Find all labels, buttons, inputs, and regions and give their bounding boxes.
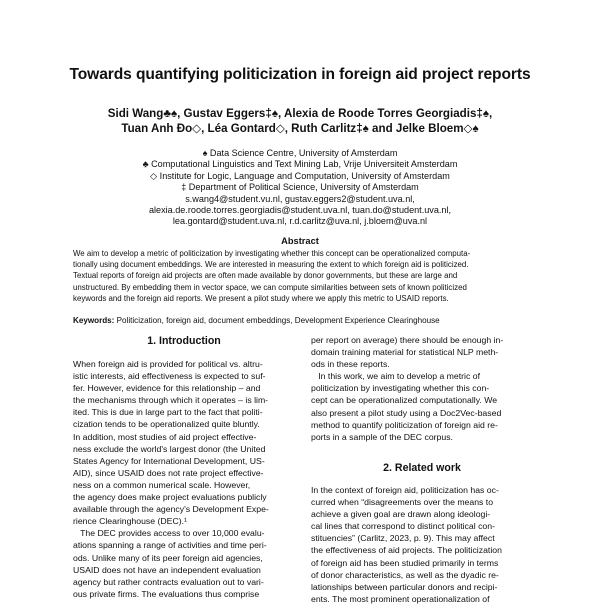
body-line: available through the agency's Development Expe- bbox=[73, 504, 269, 515]
abstract-heading: Abstract bbox=[281, 236, 319, 246]
keywords bbox=[73, 316, 533, 325]
body-line: the effectiveness of aid projects. The politicization bbox=[311, 545, 502, 556]
body-line: In this work, we aim to develop a metric of bbox=[311, 371, 480, 382]
body-line: USAID does not have an independent evaluation bbox=[73, 564, 261, 575]
body-line: cization tends to be operationalized quite bluntly. bbox=[73, 419, 260, 430]
body-line: AID), since USAID does not rate project effective- bbox=[73, 467, 264, 478]
email-line: alexia.de.roode.torres.georgiadis@student.uva.nl, tuan.do@student.uva.nl, bbox=[148, 205, 452, 216]
body-line: When foreign aid is provided for political vs. altru- bbox=[73, 359, 263, 369]
keywords-text: Politicization, foreign aid, document embeddings, Development Experience Clearinghouse bbox=[114, 316, 440, 325]
body-line: ods. Unlike many of its peer foreign aid agencies, bbox=[73, 552, 263, 563]
section-heading-introduction: 1. Introduction bbox=[147, 335, 221, 347]
right-column-bottom bbox=[311, 484, 533, 605]
body-line: ents. The most prominent operationalization of bbox=[311, 593, 490, 604]
abstract-line: Textual reports of foreign aid projects are often made available by donor governments, but these are large and bbox=[73, 271, 458, 281]
body-line: also present a pilot study using a Doc2Vec-based bbox=[311, 407, 502, 418]
affiliation-line: ‡ Department of Political Science, University of Amsterdam bbox=[181, 182, 419, 193]
body-line: ited. This is due in large part to the fact that politi- bbox=[73, 407, 263, 418]
body-line: cal lines that correspond to distinct political con- bbox=[311, 521, 495, 532]
keywords-label: Keywords: bbox=[73, 316, 115, 325]
right-column-top bbox=[311, 334, 533, 443]
body-line: ness on a common numerical scale. However, bbox=[73, 479, 251, 490]
affiliations bbox=[0, 148, 600, 228]
body-line: ations spanning a range of activities and time peri- bbox=[73, 540, 267, 551]
body-line: The DEC provides access to over 10,000 evalu- bbox=[73, 528, 265, 539]
email-line: lea.gontard@student.uva.nl, r.d.carlitz@uva.nl, j.bloem@uva.nl bbox=[172, 216, 428, 227]
abstract-line: unstructured. By embedding them in vector space, we can compute similarities between sets of known politicized bbox=[73, 282, 467, 292]
body-line: ods in these reports. bbox=[311, 359, 390, 370]
body-line: cept can be operationalized computationally. We bbox=[311, 395, 498, 406]
affiliation-line: ◇ Institute for Logic, Language and Computation, University of Amsterdam bbox=[150, 170, 450, 181]
body-line: ness exclude the world's largest donor (the United bbox=[73, 443, 266, 454]
body-line: of donor characteristics, as well as the dyadic re- bbox=[311, 569, 499, 580]
abstract-line: We aim to develop a metric of politicization by investigating whether this concept can be operationalized computa- bbox=[73, 249, 471, 258]
body-line: curred when “disagreements over the means to bbox=[311, 497, 494, 508]
abstract-line: tionally using document embeddings. We are interested in measuring the extent to which foreign aid is politicized. bbox=[73, 260, 469, 270]
body-line: domain training material for statistical NLP meth- bbox=[311, 347, 499, 358]
body-line: ports in a sample of the DEC corpus. bbox=[311, 431, 453, 442]
body-line: method to quantify politicization of foreign aid re- bbox=[311, 419, 498, 430]
body-line: agency but rather contracts evaluation out to vari- bbox=[73, 576, 264, 587]
body-line: politicization by investigating whether this con- bbox=[311, 383, 490, 394]
affiliation-line: ♣ Computational Linguistics and Text Mining Lab, Vrije Universiteit Amsterdam bbox=[142, 159, 458, 170]
body-line: In addition, most studies of aid project effective- bbox=[73, 431, 257, 442]
body-line: achieve a given goal are drawn along ideologi- bbox=[311, 509, 491, 520]
author-line: Tuan Anh Đo◇, Léa Gontard◇, Ruth Carlitz‡♠ and Jelke Bloem◇♠ bbox=[121, 122, 479, 135]
affiliation-line: ♠ Data Science Centre, University of Amsterdam bbox=[202, 148, 398, 158]
abstract-body bbox=[73, 248, 528, 304]
body-line: In the context of foreign aid, politicization has oc- bbox=[311, 485, 499, 495]
author-list bbox=[0, 106, 600, 136]
section-heading-related-work: 2. Related work bbox=[383, 462, 461, 474]
body-line: the agency does make project evaluations publicly bbox=[73, 492, 267, 503]
body-line: istic interests, aid effectiveness is expected to suf- bbox=[73, 371, 266, 382]
paper-title: Towards quantifying politicization in foreign aid project reports bbox=[69, 66, 531, 83]
body-line: States Agency for International Development, US- bbox=[73, 455, 265, 466]
body-line: fer. However, evidence for this relationship – and bbox=[73, 383, 261, 394]
body-line: the mechanisms through which it operates – is lim- bbox=[73, 395, 269, 406]
body-line: per report on average) there should be enough in- bbox=[311, 335, 504, 345]
abstract-line: keywords and the foreign aid reports. We present a pilot study where we apply this metric to USAID reports. bbox=[73, 293, 449, 303]
body-line: lationships between particular donors and recipi- bbox=[311, 581, 498, 592]
left-column bbox=[73, 358, 295, 600]
body-line: rience Clearinghouse (DEC).¹ bbox=[73, 516, 187, 527]
body-line: ous private firms. The evaluations thus comprise bbox=[73, 588, 260, 599]
body-line: stituencies” (Carlitz, 2023, p. 9). This may affect bbox=[311, 533, 495, 544]
body-line: of foreign aid has been studied primarily in terms bbox=[311, 557, 499, 568]
email-line: s.wang4@student.vu.nl, gustav.eggers2@student.uva.nl, bbox=[185, 193, 415, 204]
author-line: Sidi Wang♣♠, Gustav Eggers‡♠, Alexia de Roode Torres Georgiadis‡♠, bbox=[107, 107, 493, 120]
